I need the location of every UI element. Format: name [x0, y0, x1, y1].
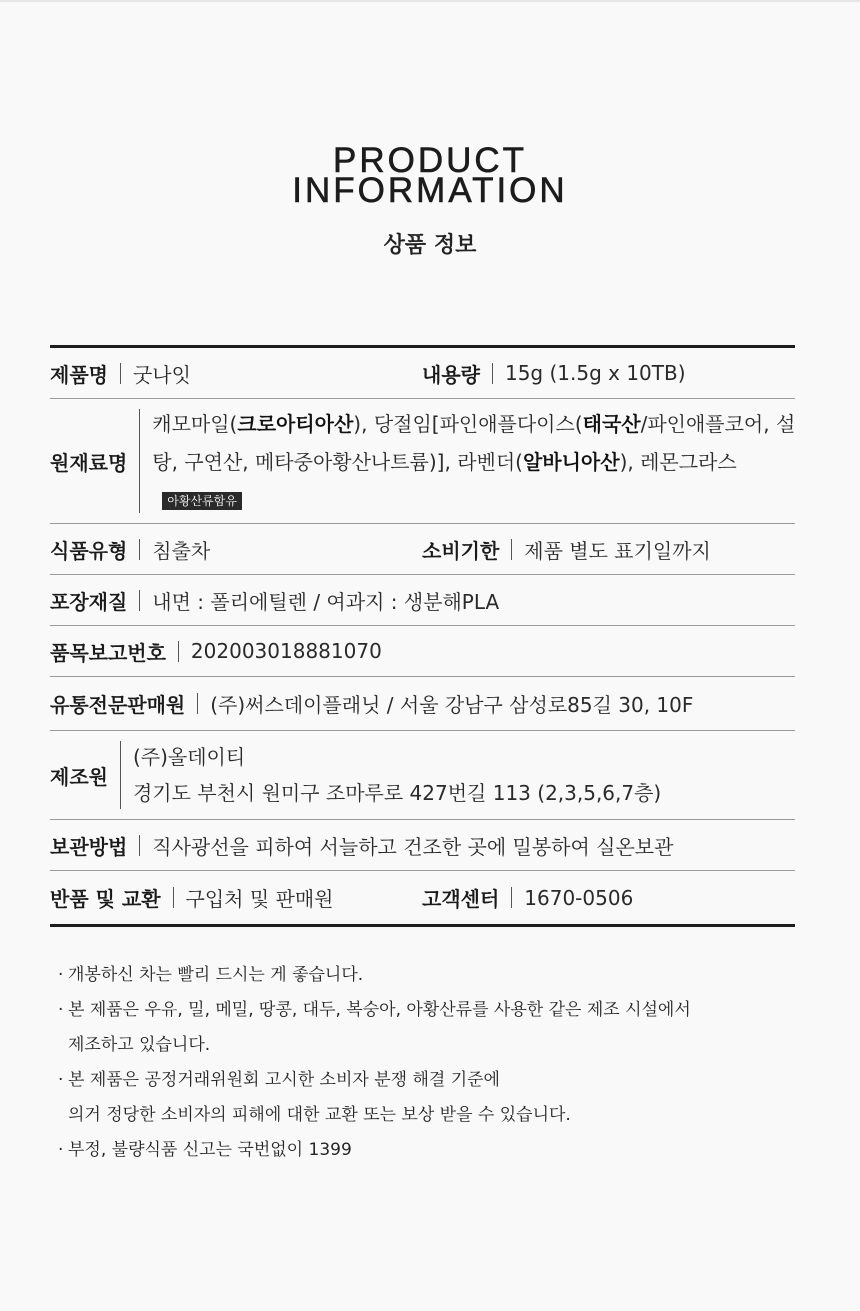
- divider: [178, 641, 179, 662]
- page-header: [0, 141, 860, 259]
- table-row-return-cs: [50, 871, 795, 924]
- distributor-label: 유통전문판매원: [50, 693, 186, 717]
- product-info-table: [50, 345, 795, 927]
- notice-text: 본 제품은 공정거래위원회 고시한 소비자 분쟁 해결 기준에 의거 정당한 소비자의 피해에 대한 교환 또는 보상 받을 수 있습니다.: [68, 1070, 571, 1125]
- table-row-distributor: [50, 677, 795, 731]
- page-title: [0, 141, 860, 210]
- ingredients-origin: 크로아티아산: [237, 412, 354, 436]
- divider: [139, 539, 140, 560]
- ingredients-label: 원재료명: [50, 450, 128, 475]
- storage-label: 보관방법: [50, 834, 128, 859]
- maker-address: 경기도 부천시 원미구 조마루로 427번길 113 (2,3,5,6,7층): [132, 781, 662, 805]
- food-type-cell: [50, 535, 422, 564]
- divider: [120, 741, 121, 809]
- notice-text: 부정, 불량식품 신고는 국번없이 1399: [68, 1140, 352, 1160]
- product-name-label: 제품명: [50, 362, 108, 387]
- ingredients-text: /파인애플코어, 설탕, 구연산, 메타중아황산나트륨)], 라벤더(: [152, 412, 796, 474]
- divider: [173, 887, 174, 908]
- return-cell: [50, 883, 422, 912]
- table-row-report-no: [50, 626, 795, 677]
- content-cell: [422, 359, 686, 388]
- report-no-label: 품목보고번호: [50, 640, 166, 665]
- packaging-value: 내면 : 폴리에틸렌 / 여과지 : 생분해PLA: [152, 589, 500, 614]
- table-row-type-expiry: [50, 524, 795, 575]
- ingredients-origin: 태국산: [582, 412, 641, 436]
- divider: [139, 835, 140, 856]
- maker-label: 제조원: [50, 764, 108, 789]
- table-row-ingredients: [50, 399, 795, 524]
- content-value: 15g (1.5g x 10TB): [504, 361, 686, 385]
- food-type-label: 식품유형: [50, 538, 128, 563]
- list-item: [58, 993, 778, 1063]
- sulfite-badge: 아황산류함유: [162, 492, 242, 510]
- report-no-value: 202003018881070: [190, 639, 382, 663]
- divider: [120, 363, 121, 384]
- cs-cell: [422, 883, 633, 912]
- product-name-cell: [50, 359, 422, 388]
- cs-value: 1670-0506: [524, 885, 634, 910]
- list-item: [58, 1133, 778, 1168]
- distributor-value: (주)써스데이플래닛 / 서울 강남구 삼성로85길 30, 10F: [210, 693, 694, 717]
- ingredients-origin: 알바니아산: [522, 450, 620, 474]
- divider: [492, 363, 493, 384]
- packaging-label: 포장재질: [50, 589, 128, 614]
- content-label: 내용량: [422, 362, 480, 387]
- storage-value: 직사광선을 피하여 서늘하고 건조한 곳에 밀봉하여 실온보관: [152, 834, 674, 859]
- divider: [197, 693, 198, 714]
- title-line-1: PRODUCT: [332, 141, 528, 180]
- return-value: 구입처 및 판매원: [185, 887, 334, 911]
- bullet: ·: [58, 1000, 64, 1020]
- product-name-value: 굿나잇: [132, 362, 191, 387]
- expiry-value: 제품 별도 표기일까지: [524, 538, 711, 563]
- notice-text: 개봉하신 차는 빨리 드시는 게 좋습니다.: [68, 965, 364, 985]
- list-item: [58, 958, 778, 993]
- ingredients-text: ), 레몬그라스: [619, 450, 737, 474]
- title-line-2: INFORMATION: [292, 171, 568, 210]
- table-row-name-content: [50, 348, 795, 399]
- table-row-storage: [50, 820, 795, 871]
- cs-label: 고객센터: [422, 887, 500, 911]
- table-row-packaging: [50, 575, 795, 626]
- bullet: ·: [58, 1070, 64, 1090]
- notice-text: 본 제품은 우유, 밀, 메밀, 땅콩, 대두, 복숭아, 아황산류를 사용한 같은 제조 시설에서 제조하고 있습니다.: [68, 1000, 691, 1055]
- divider: [511, 887, 512, 908]
- ingredients-value: [152, 399, 812, 523]
- top-divider: [0, 0, 860, 2]
- divider: [139, 590, 140, 611]
- ingredients-text: ), 당절임[파인애플다이스(: [353, 412, 583, 436]
- food-type-value: 침출차: [152, 538, 211, 563]
- divider: [139, 409, 140, 513]
- maker-name: (주)올데이티: [132, 745, 246, 769]
- bullet: ·: [58, 1140, 64, 1160]
- ingredients-text: 캐모마일(: [152, 412, 238, 436]
- expiry-label: 소비기한: [422, 538, 500, 563]
- return-label: 반품 및 교환: [50, 887, 161, 911]
- bullet: ·: [58, 965, 64, 985]
- expiry-cell: [422, 535, 711, 564]
- table-row-maker: [50, 731, 795, 820]
- page-subtitle: 상품 정보: [383, 233, 477, 258]
- list-item: [58, 1063, 778, 1133]
- notice-list: [58, 958, 778, 1168]
- maker-value: [133, 731, 661, 819]
- divider: [511, 539, 512, 560]
